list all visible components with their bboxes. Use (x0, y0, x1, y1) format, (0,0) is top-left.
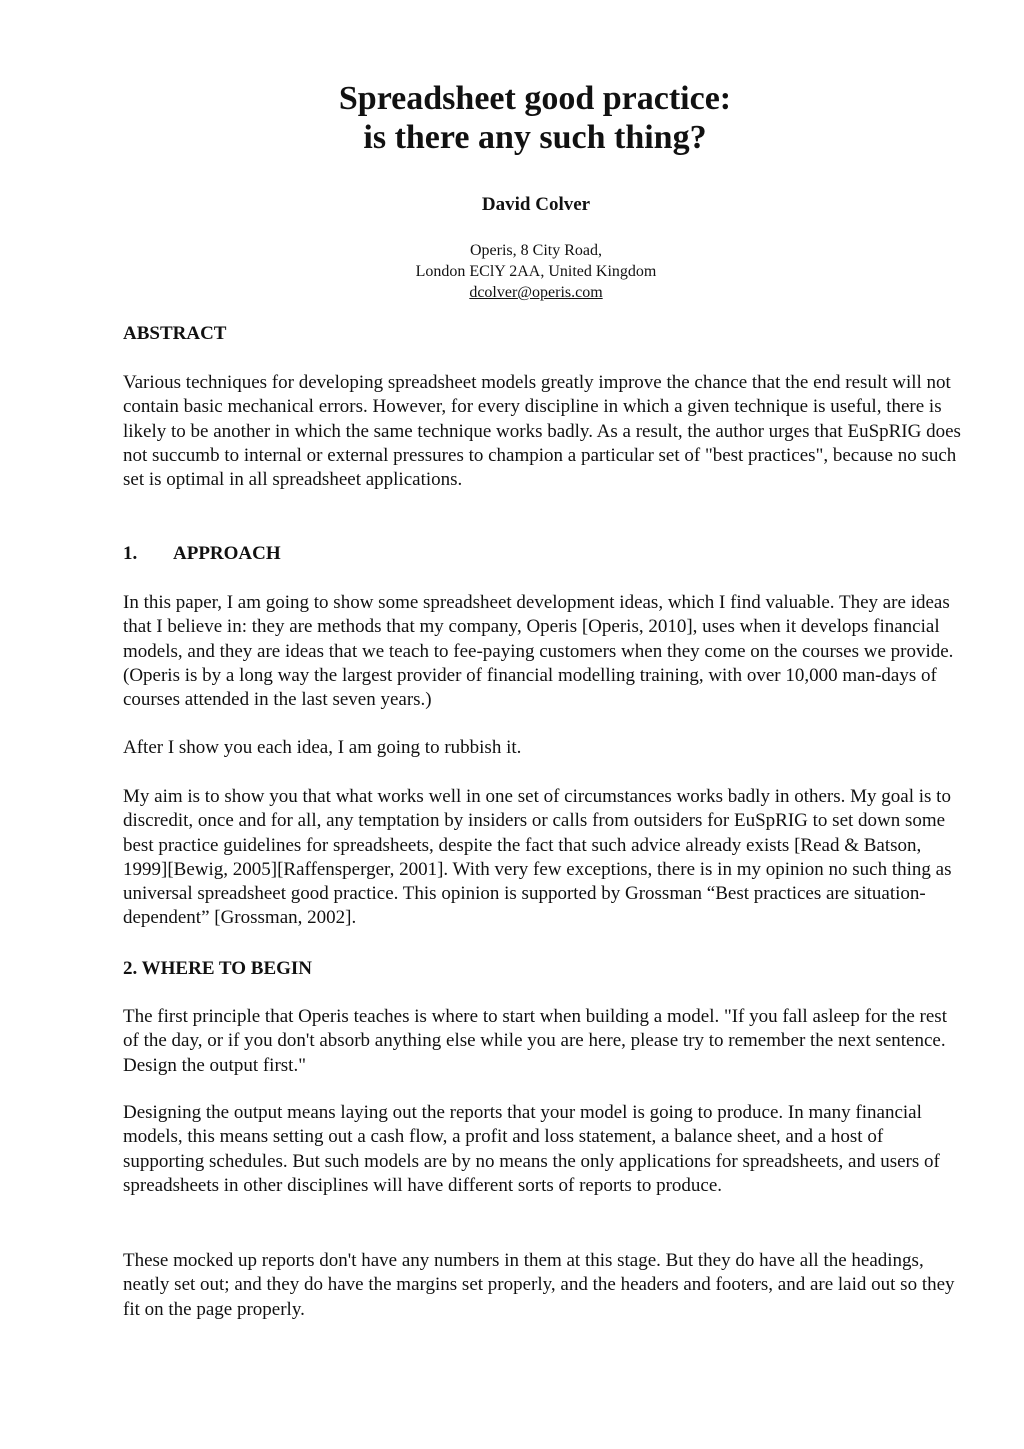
section-2-paragraph-3: These mocked up reports don't have any numbers in them at this stage. But they do have all the headings, neatly set out; and they do have the margins set properly, and the headers and footers, and are laid out so they fit on the page properly. (123, 1250, 955, 1320)
abstract-text: Various techniques for developing spreadsheet models greatly improve the chance that the end result will not contain basic mechanical errors. However, for every discipline in which a given technique is useful, there is likely to be another in which the same technique works badly. As a result, the author urges that EuSpRIG does not succumb to internal or external pressures to champion a particular set of "best practices", because no such set is optimal in all spreadsheet applications. (123, 372, 961, 491)
section-1-paragraph-1: In this paper, I am going to show some spreadsheet development ideas, which I find valuable. They are ideas that I believe in: they are methods that my company, Operis [Operis, 2010], uses when it develops financial models, and they are ideas that we teach to fee-paying customers when they come on the courses we provide. (Operis is by a long way the largest provider of financial modelling training, with over 10,000 man-days of courses attended in the last seven years.) (123, 592, 954, 711)
paper-title-line-2: is there any such thing? (363, 119, 707, 156)
section-1-paragraph-3: My aim is to show you that what works well in one set of circumstances works badly in others. My goal is to discredit, once and for all, any temptation by insiders or calls from outsiders for EuSpRIG to set down some best practice guidelines for spreadsheets, despite the fact that such advice already exists [Read & Batson, 1999][Bewig, 2005][Raffensperger, 2001]. With very few exceptions, there is in my opinion no such thing as universal spreadsheet good practice. This opinion is supported by Grossman “Best practices are situation-dependent” [Grossman, 2002]. (123, 786, 952, 929)
abstract-heading: ABSTRACT (123, 323, 227, 344)
section-1-heading (123, 542, 281, 566)
section-1-paragraph-2: After I show you each idea, I am going to rubbish it. (123, 737, 522, 758)
affiliation-line-2: London EClY 2AA, United Kingdom (415, 263, 657, 280)
section-1-title: APPROACH (173, 543, 281, 564)
section-1-number: 1. (123, 543, 138, 564)
paper-title-line-1: Spreadsheet good practice: (338, 80, 732, 117)
section-2-paragraph-1: The first principle that Operis teaches is where to start when building a model. "If you fall asleep for the rest of the day, or if you don't absorb anything else while you are here, please try to remember the next sentence. Design the output first." (123, 1006, 947, 1076)
affiliation-line-1: Operis, 8 City Road, (470, 242, 602, 259)
section-2-heading: 2. WHERE TO BEGIN (123, 958, 313, 979)
section-2-paragraph-2: Designing the output means laying out the reports that your model is going to produce. In many financial models, this means setting out a cash flow, a profit and loss statement, a balance sheet, and a host of supporting schedules. But such models are by no means the only applications for spreadsheets, and users of spreadsheets in other disciplines will have different sorts of reports to produce. (123, 1102, 940, 1196)
author-name: David Colver (481, 194, 591, 215)
author-email-link[interactable]: dcolver@operis.com (469, 284, 603, 301)
